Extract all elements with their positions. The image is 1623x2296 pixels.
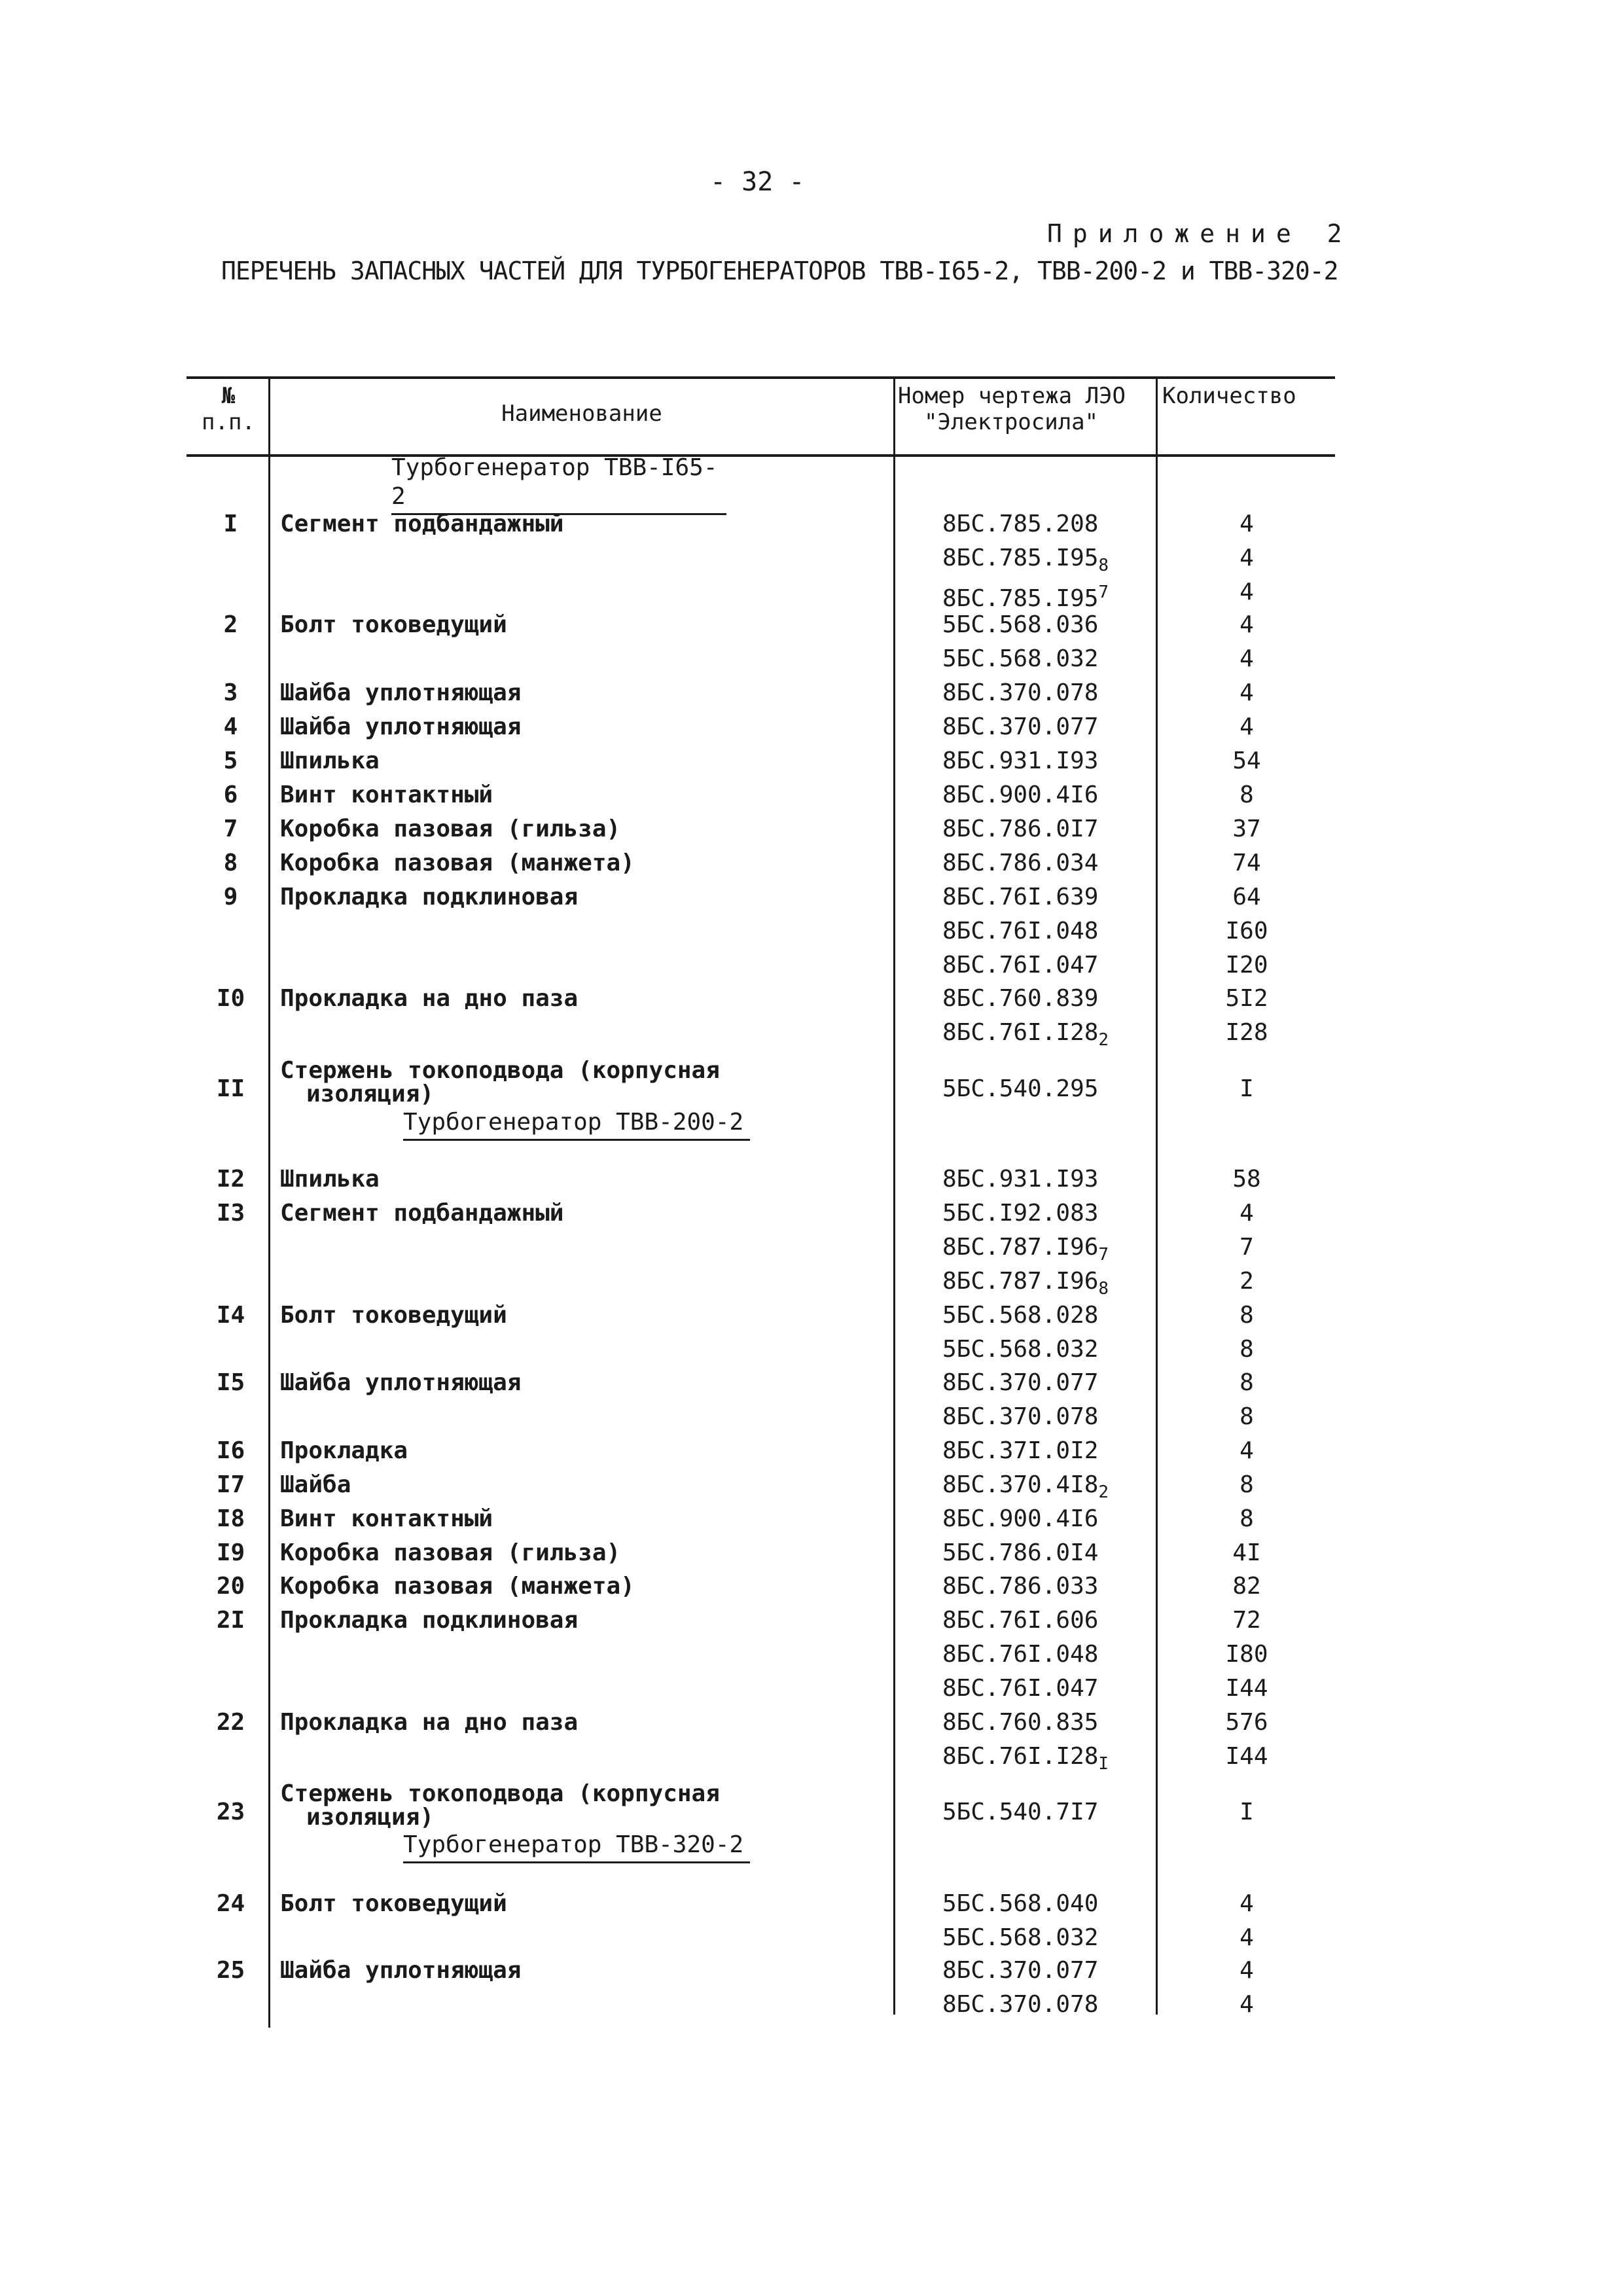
row-number: I5: [216, 1369, 245, 1396]
quantity: 58: [1232, 1166, 1261, 1193]
drawing-number-text: 8БС.931.I93: [942, 1166, 1099, 1193]
part-name-line: Сегмент подбандажный: [280, 511, 564, 537]
part-name: [280, 710, 521, 744]
part-name-line: Коробка пазовая (гильза): [280, 1539, 621, 1566]
drawing-number: [942, 1366, 1098, 1400]
drawing-number-text: 5БС.786.0I4: [942, 1539, 1099, 1566]
drawing-index: 8: [1098, 1279, 1109, 1299]
page-number: - 32 -: [710, 167, 805, 197]
header-name: Наименование: [501, 401, 662, 427]
drawing-number-text: 5БС.568.032: [942, 1924, 1099, 1951]
table-row: [0, 1672, 1623, 1706]
section-heading-text: Турбогенератор ТВВ-320-2: [403, 1831, 744, 1858]
quantity: 7: [1240, 1234, 1254, 1261]
quantity: 4: [1240, 1924, 1254, 1951]
drawing-number: [942, 1196, 1098, 1230]
row-number: I: [223, 511, 238, 537]
drawing-number: [942, 1434, 1098, 1468]
row-number: II: [216, 1075, 245, 1102]
drawing-number-text: 8БС.786.034: [942, 850, 1099, 876]
part-name-line: Прокладка на дно паза: [280, 1709, 579, 1736]
part-name: [280, 608, 507, 642]
drawing-number: [942, 778, 1098, 812]
drawing-number-text: 8БС.76I.048: [942, 1641, 1099, 1668]
drawing-number-text: 8БС.37I.0I2: [942, 1437, 1099, 1464]
section-heading-text: Турбогенератор ТВВ-I65-2: [391, 454, 718, 510]
table-row: [0, 1162, 1623, 1196]
drawing-number-text: 8БС.900.4I6: [942, 1505, 1099, 1532]
quantity: 4: [1240, 645, 1254, 672]
section-heading: [391, 454, 726, 511]
table-row: [0, 710, 1623, 744]
quantity: 4: [1240, 1957, 1254, 1984]
drawing-number-text: 8БС.900.4I6: [942, 781, 1099, 808]
table-row: [0, 1638, 1623, 1672]
part-name: [280, 1196, 563, 1230]
quantity: 4: [1240, 579, 1254, 605]
quantity: 4I: [1232, 1539, 1261, 1566]
part-name-line: Винт контактный: [280, 781, 493, 808]
quantity: I60: [1225, 918, 1268, 944]
header-number: [190, 383, 267, 435]
row-number: I7: [216, 1471, 245, 1498]
part-name-line: Шайба: [280, 1471, 351, 1498]
table-row: [0, 1921, 1623, 1955]
part-name: [280, 812, 620, 846]
table-row: [0, 541, 1623, 575]
quantity: 4: [1240, 679, 1254, 706]
drawing-number-text: 5БС.568.032: [942, 1336, 1099, 1363]
quantity: 4: [1240, 611, 1254, 638]
part-name: [280, 1887, 507, 1921]
table-row: [0, 1434, 1623, 1468]
row-number: 4: [223, 713, 238, 740]
part-name-line: Стержень токоподвода (корпусная: [280, 1780, 720, 1807]
table-row: [0, 982, 1623, 1016]
header-number-line1: №: [221, 383, 236, 409]
quantity: 4: [1240, 511, 1254, 537]
part-name-line: Сегмент подбандажный: [280, 1200, 564, 1227]
quantity: 82: [1232, 1573, 1261, 1600]
table-row: [0, 642, 1623, 676]
table-row: [0, 1604, 1623, 1638]
part-name: [280, 1468, 351, 1502]
part-name: [280, 1434, 408, 1468]
table-row: [0, 1299, 1623, 1333]
part-name: [280, 778, 493, 812]
part-name: [280, 507, 563, 541]
quantity: 74: [1232, 850, 1261, 876]
header-drawing-number: [898, 383, 1156, 435]
drawing-number: [942, 1887, 1098, 1921]
part-name-line: Прокладка подклиновая: [280, 884, 579, 910]
drawing-number-text: 8БС.787.I96: [942, 1234, 1099, 1261]
row-number: I4: [216, 1302, 245, 1329]
part-name: [280, 1299, 507, 1333]
drawing-number: [942, 1072, 1098, 1106]
drawing-number: [942, 1638, 1098, 1672]
part-name: [280, 1536, 620, 1570]
drawing-number-text: 8БС.76I.I28: [942, 1743, 1099, 1770]
row-number: 24: [216, 1890, 245, 1917]
drawing-index: 7: [1098, 1245, 1109, 1265]
table-row: [0, 1196, 1623, 1230]
part-name: [280, 676, 521, 710]
drawing-number: [942, 1162, 1098, 1196]
drawing-number-text: 8БС.760.839: [942, 985, 1099, 1012]
drawing-index: 2: [1098, 1030, 1109, 1050]
quantity: 8: [1240, 781, 1254, 808]
drawing-number: [942, 1706, 1098, 1740]
table-row: [0, 1570, 1623, 1604]
part-name-line: Болт токоведущий: [280, 611, 507, 638]
table-row: [0, 948, 1623, 982]
drawing-index: 8: [1098, 556, 1109, 576]
row-number: I8: [216, 1505, 245, 1532]
part-name-line: Шпилька: [280, 747, 380, 774]
quantity: I: [1240, 1799, 1254, 1825]
drawing-number: [942, 914, 1098, 948]
quantity: 8: [1240, 1505, 1254, 1532]
quantity: 37: [1232, 816, 1261, 842]
part-name-line: Винт контактный: [280, 1505, 493, 1532]
section-heading: [403, 1108, 750, 1137]
row-number: 25: [216, 1957, 245, 1984]
drawing-number-text: 8БС.76I.047: [942, 1675, 1099, 1702]
row-number: I3: [216, 1200, 245, 1227]
drawing-number: [942, 1400, 1098, 1434]
drawing-number: [942, 1502, 1098, 1536]
quantity: 4: [1240, 1200, 1254, 1227]
table-row: [0, 1740, 1623, 1774]
drawing-number-text: 8БС.785.I95: [942, 585, 1099, 612]
table-row: [0, 1780, 1623, 1831]
row-number: 2I: [216, 1607, 245, 1634]
drawing-number-text: 5БС.540.295: [942, 1075, 1099, 1102]
part-name: [280, 744, 380, 778]
part-name-line: Шайба уплотняющая: [280, 713, 522, 740]
drawing-number: [942, 1333, 1098, 1367]
table-row: [0, 744, 1623, 778]
drawing-number: [942, 642, 1098, 676]
drawing-number-text: 8БС.370.077: [942, 713, 1099, 740]
row-number: 9: [223, 884, 238, 910]
row-number: 7: [223, 816, 238, 842]
header-drawing-line1: Номер чертежа ЛЭО: [898, 383, 1126, 409]
drawing-number: [942, 507, 1098, 541]
quantity: 4: [1240, 1437, 1254, 1464]
drawing-number: [942, 1795, 1098, 1829]
part-name: [280, 1782, 720, 1829]
drawing-number: [942, 1740, 1109, 1781]
header-number-line2: п.п.: [202, 409, 255, 435]
drawing-number-text: 8БС.76I.047: [942, 952, 1099, 978]
drawing-number-text: 8БС.370.078: [942, 1991, 1099, 2018]
table-row: [0, 880, 1623, 914]
drawing-number: [942, 812, 1098, 846]
part-name-line: Стержень токоподвода (корпусная: [280, 1057, 720, 1084]
quantity: 4: [1240, 1991, 1254, 2018]
table-row: [0, 1502, 1623, 1536]
part-name: [280, 1366, 521, 1400]
table-row: [0, 1954, 1623, 1988]
row-number: I0: [216, 985, 245, 1012]
drawing-number-text: 8БС.786.033: [942, 1573, 1099, 1600]
drawing-number-text: 8БС.787.I96: [942, 1268, 1099, 1295]
drawing-number: [942, 982, 1098, 1016]
part-name: [280, 1059, 720, 1106]
quantity: 4: [1240, 1890, 1254, 1917]
part-name-line: изоляция): [306, 1804, 435, 1831]
part-name: [280, 1502, 493, 1536]
drawing-number-text: 8БС.931.I93: [942, 747, 1099, 774]
appendix-label: Приложение 2: [1047, 219, 1353, 248]
drawing-number-text: 8БС.785.I95: [942, 545, 1099, 571]
drawing-index: 2: [1098, 1482, 1109, 1503]
drawing-number-text: 8БС.76I.639: [942, 884, 1099, 910]
quantity: I: [1240, 1075, 1254, 1102]
part-name: [280, 846, 635, 880]
part-name: [280, 1954, 521, 1988]
part-name: [280, 982, 578, 1016]
quantity: I20: [1225, 952, 1268, 978]
row-number: I9: [216, 1539, 245, 1566]
section-underline: [403, 1139, 750, 1141]
row-number: 8: [223, 850, 238, 876]
drawing-number: [942, 1954, 1098, 1988]
quantity: I28: [1225, 1019, 1268, 1046]
quantity: 8: [1240, 1403, 1254, 1430]
drawing-number-text: 8БС.76I.I28: [942, 1019, 1099, 1046]
quantity: 576: [1225, 1709, 1268, 1736]
table-header-rule: [187, 454, 1335, 457]
table-row: [0, 1706, 1623, 1740]
table-row: [0, 575, 1623, 612]
drawing-number-text: 5БС.568.036: [942, 611, 1099, 638]
header-quantity: Количество: [1162, 383, 1296, 409]
drawing-index: 7: [1098, 583, 1109, 602]
drawing-number: [942, 846, 1098, 880]
drawing-number-text: 8БС.76I.048: [942, 918, 1099, 944]
part-name-line: Коробка пазовая (манжета): [280, 1573, 635, 1600]
table-top-rule: [187, 376, 1335, 379]
table-row: [0, 1333, 1623, 1367]
drawing-number-text: 5БС.568.032: [942, 645, 1099, 672]
row-number: I6: [216, 1437, 245, 1464]
drawing-number-text: 8БС.370.078: [942, 1403, 1099, 1430]
document-title: ПЕРЕЧЕНЬ ЗАПАСНЫХ ЧАСТЕЙ ДЛЯ ТУРБОГЕНЕРАТОРОВ ТВВ-I65-2, ТВВ-200-2 и ТВВ-320-2: [221, 257, 1338, 285]
section-heading: [403, 1831, 750, 1859]
quantity: 8: [1240, 1369, 1254, 1396]
drawing-number: [942, 676, 1098, 710]
row-number: 5: [223, 747, 238, 774]
drawing-index: I: [1098, 1754, 1109, 1774]
table-row: [0, 1400, 1623, 1434]
row-number: 3: [223, 679, 238, 706]
drawing-number: [942, 1536, 1098, 1570]
table-row: [0, 1230, 1623, 1265]
drawing-number: [942, 744, 1098, 778]
part-name: [280, 1570, 635, 1604]
part-name-line: Коробка пазовая (манжета): [280, 850, 635, 876]
table-row: [0, 812, 1623, 846]
part-name-line: Прокладка подклиновая: [280, 1607, 579, 1634]
quantity: I44: [1225, 1743, 1268, 1770]
drawing-number-text: 5БС.I92.083: [942, 1200, 1099, 1227]
quantity: 8: [1240, 1336, 1254, 1363]
quantity: 2: [1240, 1268, 1254, 1295]
row-number: 6: [223, 781, 238, 808]
table-row: [0, 1265, 1623, 1299]
row-number: 2: [223, 611, 238, 638]
table-row: [0, 1536, 1623, 1570]
row-number: 20: [216, 1573, 245, 1600]
drawing-number: [942, 880, 1098, 914]
table-row: [0, 778, 1623, 812]
section-heading-text: Турбогенератор ТВВ-200-2: [403, 1109, 744, 1136]
table-row: [0, 676, 1623, 710]
quantity: I44: [1225, 1675, 1268, 1702]
table-row: [0, 1887, 1623, 1921]
section-underline: [403, 1861, 750, 1863]
drawing-number: [942, 1016, 1109, 1057]
part-name-line: Шайба уплотняющая: [280, 679, 522, 706]
drawing-number-text: 5БС.540.7I7: [942, 1799, 1099, 1825]
drawing-number-text: 8БС.370.078: [942, 679, 1099, 706]
drawing-number: [942, 1988, 1098, 2022]
part-name-line: Прокладка на дно паза: [280, 985, 579, 1012]
part-name-line: Коробка пазовая (гильза): [280, 816, 621, 842]
part-name-line: Болт токоведущий: [280, 1890, 507, 1917]
row-number: 22: [216, 1709, 245, 1736]
quantity: 5I2: [1225, 985, 1268, 1012]
drawing-number-text: 5БС.568.040: [942, 1890, 1099, 1917]
quantity: 8: [1240, 1471, 1254, 1498]
drawing-number-text: 5БС.568.028: [942, 1302, 1099, 1329]
quantity: 64: [1232, 884, 1261, 910]
drawing-number-text: 8БС.370.4I8: [942, 1471, 1099, 1498]
drawing-number-text: 8БС.370.077: [942, 1369, 1099, 1396]
table-row: [0, 507, 1623, 541]
quantity: 72: [1232, 1607, 1261, 1634]
part-name: [280, 1604, 578, 1638]
drawing-number: [942, 1921, 1098, 1955]
table-row: [0, 1988, 1623, 2022]
header-drawing-line2: "Электросила": [924, 409, 1099, 435]
row-number: 23: [216, 1799, 245, 1825]
quantity: 8: [1240, 1302, 1254, 1329]
drawing-number: [942, 1570, 1098, 1604]
drawing-number: [942, 1604, 1098, 1638]
part-name: [280, 880, 578, 914]
part-name-line: Шайба уплотняющая: [280, 1957, 522, 1984]
part-name-line: Шпилька: [280, 1166, 380, 1193]
row-number: I2: [216, 1166, 245, 1193]
table-row: [0, 1366, 1623, 1400]
table-row: [0, 608, 1623, 642]
quantity: 54: [1232, 747, 1261, 774]
part-name-line: изоляция): [306, 1081, 435, 1107]
drawing-number-text: 8БС.786.0I7: [942, 816, 1099, 842]
drawing-number: [942, 608, 1098, 642]
drawing-number-text: 8БС.370.077: [942, 1957, 1099, 1984]
table-row: [0, 1016, 1623, 1050]
part-name-line: Шайба уплотняющая: [280, 1369, 522, 1396]
drawing-number-text: 8БС.760.835: [942, 1709, 1099, 1736]
table-row: [0, 914, 1623, 948]
part-name: [280, 1162, 380, 1196]
quantity: 4: [1240, 545, 1254, 571]
drawing-number: [942, 948, 1098, 982]
table-row: [0, 846, 1623, 880]
drawing-number: [942, 1672, 1098, 1706]
drawing-number: [942, 1299, 1098, 1333]
drawing-number: [942, 710, 1098, 744]
quantity: 4: [1240, 713, 1254, 740]
part-name: [280, 1706, 578, 1740]
part-name-line: Прокладка: [280, 1437, 408, 1464]
quantity: I80: [1225, 1641, 1268, 1668]
drawing-number-text: 8БС.785.208: [942, 511, 1099, 537]
part-name-line: Болт токоведущий: [280, 1302, 507, 1329]
table-row: [0, 1468, 1623, 1502]
drawing-number-text: 8БС.76I.606: [942, 1607, 1099, 1634]
table-row: [0, 1057, 1623, 1107]
